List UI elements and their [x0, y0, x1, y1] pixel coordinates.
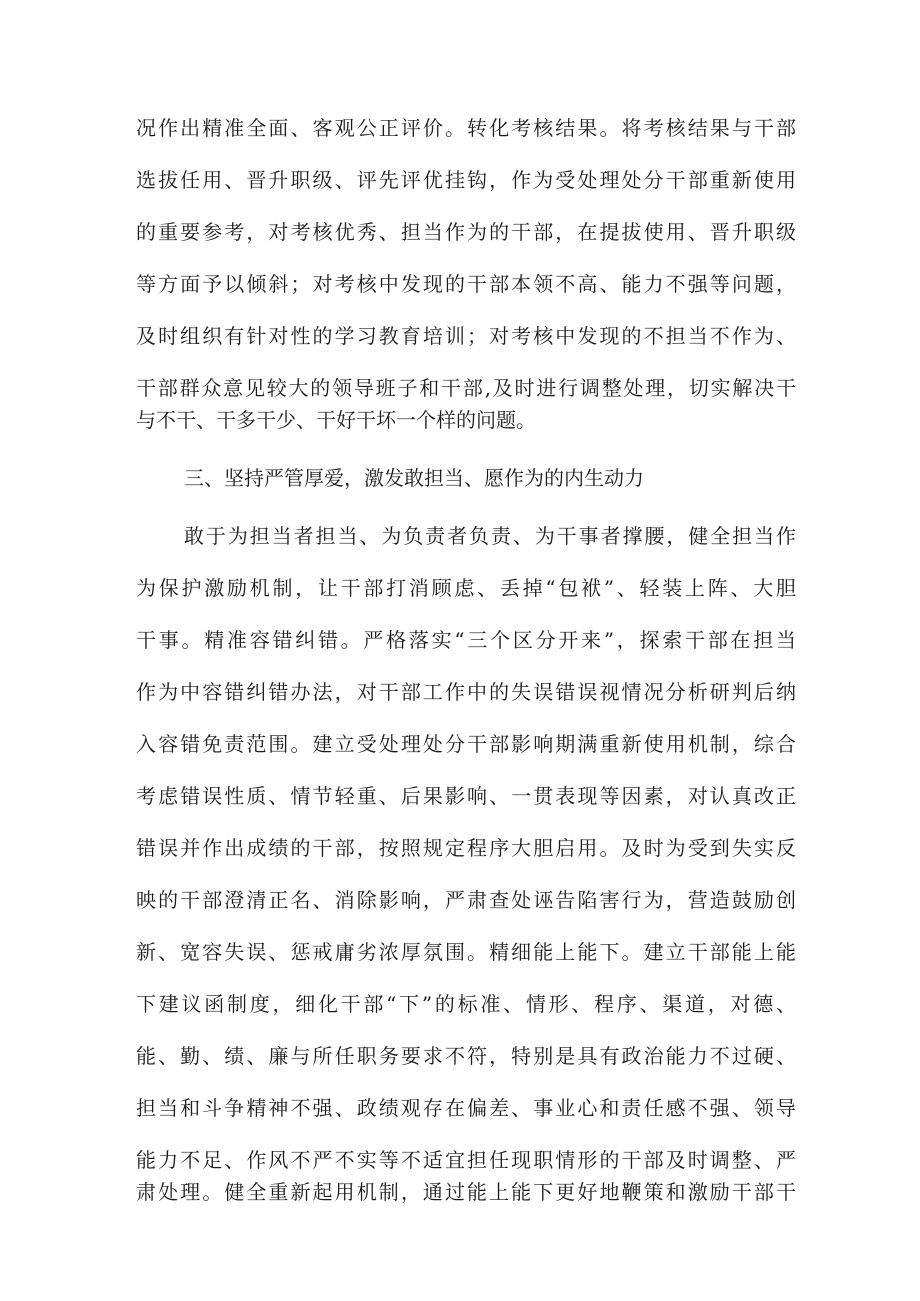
paragraph-line: 入容错免责范围。建立受处理处分干部影响期满重新使用机制，综合	[136, 732, 796, 756]
paragraph-line: 肃处理。健全重新起用机制，通过能上能下更好地鞭策和激励干部干	[136, 1180, 796, 1204]
paragraph-line: 担当和斗争精神不强、政绩观存在偏差、事业心和责任感不强、领导	[136, 1096, 796, 1120]
section-heading: 三、坚持严管厚爱，激发敢担当、愿作为的内生动力	[184, 466, 644, 490]
paragraph-line: 干事。精准容错纠错。严格落实“三个区分开来”，探索干部在担当	[136, 628, 796, 652]
paragraph-line: 为保护激励机制，让干部打消顾虑、丢掉“包袱”、轻装上阵、大胆	[136, 576, 796, 600]
paragraph-line: 等方面予以倾斜；对考核中发现的干部本领不高、能力不强等问题，	[136, 272, 796, 296]
paragraph-line: 况作出精准全面、客观公正评价。转化考核结果。将考核结果与干部	[136, 116, 796, 140]
paragraph-line: 能、勤、绩、廉与所任职务要求不符，特别是具有政治能力不过硬、	[136, 1044, 796, 1068]
paragraph-line: 能力不足、作风不严不实等不适宜担任现职情形的干部及时调整、严	[136, 1148, 796, 1172]
paragraph-line: 及时组织有针对性的学习教育培训；对考核中发现的不担当不作为、	[136, 324, 796, 348]
paragraph-line: 敢于为担当者担当、为负责者负责、为干事者撑腰，健全担当作	[184, 524, 796, 548]
paragraph-line: 映的干部澄清正名、消除影响，严肃查处诬告陷害行为，营造鼓励创	[136, 888, 796, 912]
paragraph-line: 错误并作出成绩的干部，按照规定程序大胆启用。及时为受到失实反	[136, 836, 796, 860]
paragraph-line: 与不干、干多干少、干好干坏一个样的问题。	[136, 408, 536, 432]
paragraph-line: 选拔任用、晋升职级、评先评优挂钩，作为受处理处分干部重新使用	[136, 168, 796, 192]
paragraph-line: 下建议函制度，细化干部“下”的标准、情形、程序、渠道，对德、	[136, 992, 796, 1016]
paragraph-line: 的重要参考，对考核优秀、担当作为的干部，在提拔使用、晋升职级	[136, 220, 796, 244]
paragraph-line: 新、宽容失误、惩戒庸劣浓厚氛围。精细能上能下。建立干部能上能	[136, 940, 796, 964]
paragraph-line: 考虑错误性质、情节轻重、后果影响、一贯表现等因素，对认真改正	[136, 784, 796, 808]
paragraph-line: 作为中容错纠错办法，对干部工作中的失误错误视情况分析研判后纳	[136, 680, 796, 704]
paragraph-line: 干部群众意见较大的领导班子和干部,及时进行调整处理，切实解决干	[136, 376, 796, 400]
